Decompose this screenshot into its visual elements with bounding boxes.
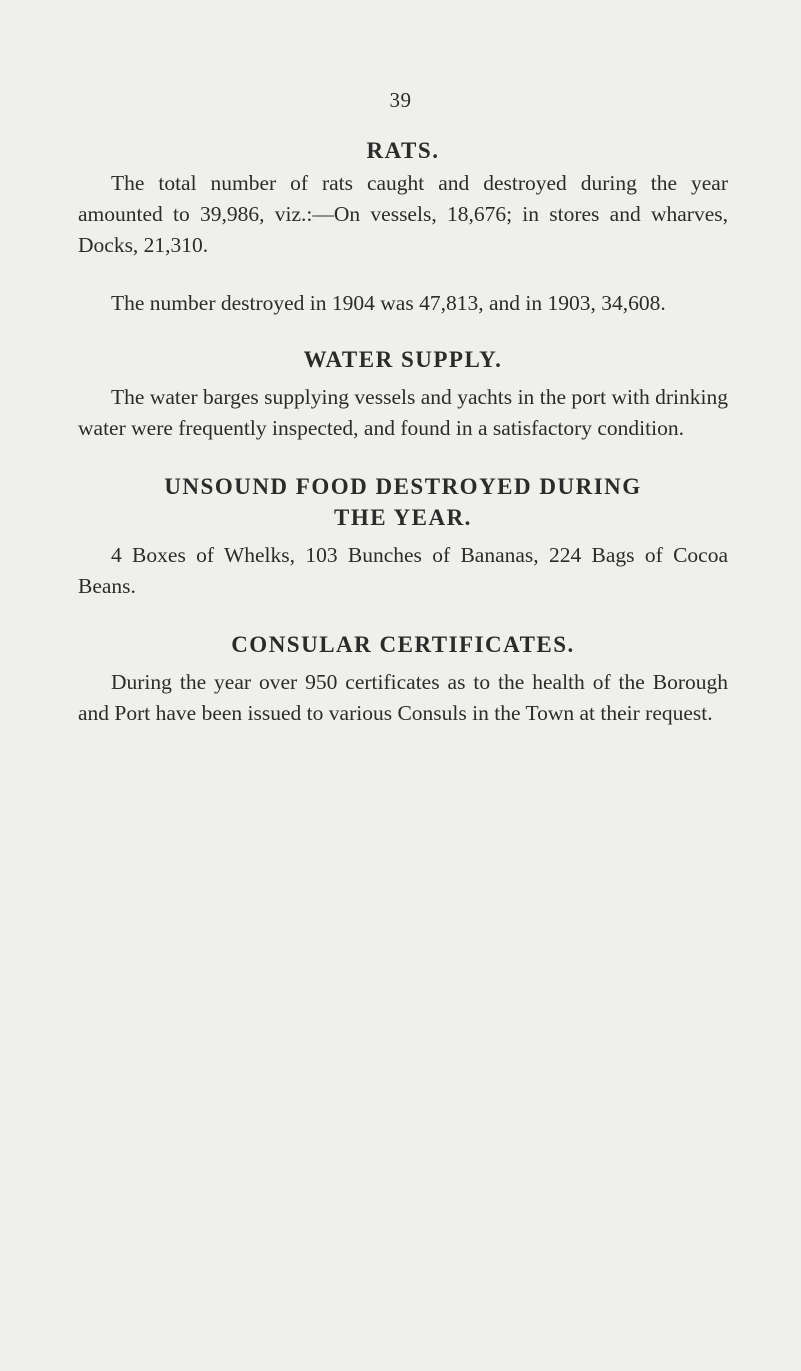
paragraph-unsound-food: 4 Boxes of Whelks, 103 Bunches of Bananas, 224 Bags of Cocoa Beans. — [78, 543, 728, 598]
paragraph-rats-previous-years: The number destroyed in 1904 was 47,813, and in 1903, 34,608. — [111, 291, 666, 315]
paragraph-water-supply: The water barges supplying vessels and yachts in the port with drinking water were frequently inspected, and found in a satisfactory condition. — [78, 385, 728, 440]
section-heading-unsound-food — [78, 471, 728, 533]
paragraph-consular: During the year over 950 certificates as to the health of the Borough and Port have been issued to various Consuls in the Town at their request. — [78, 670, 728, 725]
section-heading-consular: CONSULAR CERTIFICATES. — [231, 632, 575, 657]
page-content — [78, 132, 728, 729]
paragraph-rats-total: The total number of rats caught and destroyed during the year amounted to 39,986, viz.:—On vessels, 18,676; in stores and wharves, Docks, 21,310. — [78, 171, 728, 257]
heading-line-2: THE YEAR. — [334, 505, 472, 530]
section-unsound-food — [78, 471, 728, 602]
heading-line-1: UNSOUND FOOD DESTROYED DURING — [164, 474, 642, 499]
section-rats — [78, 135, 728, 319]
section-water-supply — [78, 344, 728, 444]
section-heading-rats: RATS. — [366, 138, 440, 163]
section-consular-certificates — [78, 629, 728, 729]
page-number: 39 — [389, 88, 412, 112]
section-heading-water-supply: WATER SUPPLY. — [303, 347, 503, 372]
